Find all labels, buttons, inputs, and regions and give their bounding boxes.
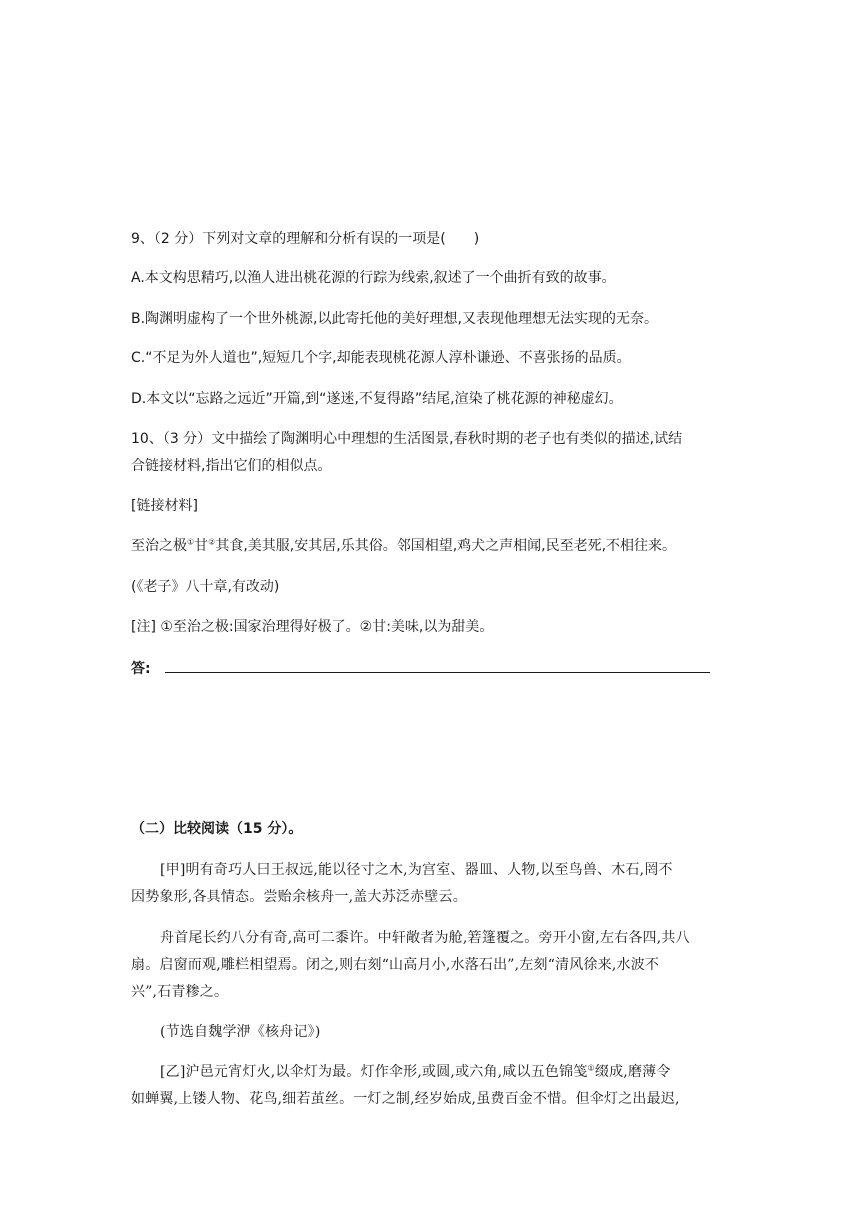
passage-yi-line-1-part-1: [乙]沪邑元宵灯火,以伞灯为最。灯作伞形,或圆,或六角,咸以五色锦笺 [160,1064,588,1080]
question-9-option-b: B.陶渊明虚构了一个世外桃源,以此寄托他的美好理想,又表现他理想无法实现的无奈。 [131,311,658,327]
material-text [131,536,741,556]
answer-line [131,658,741,679]
question-9-option-a: A.本文构思精巧,以渔人进出桃花源的行踪为线索,叙述了一个曲折有致的故事。 [131,270,616,286]
question-9-stem: 9、（2 分）下列对文章的理解和分析有误的一项是( ) [131,231,480,247]
material-text-part-3: 其食,美其服,安其居,乐其俗。邻国相望,鸡犬之声相闻,民至老死,不相往来。 [215,538,677,554]
answer-label: 答: [131,661,151,677]
passage-yi-line-1-part-2: 缀成,磨薄令 [594,1064,671,1080]
passage-jia-para-2-line-1: 舟首尾长约八分有奇,高可二黍许。中轩敞者为舱,箬篷覆之。旁开小窗,左右各四,共八 [160,930,690,946]
passage-yi-line-1 [160,1062,740,1082]
footnote-mark-2: ② [208,537,216,547]
answer-blank-underline[interactable] [165,658,710,673]
material-source: (《老子》八十章,有改动) [131,579,280,595]
question-9-option-d: D.本文以“忘路之远近”开篇,到“遂迷,不复得路”结尾,渲染了桃花源的神秘虚幻。 [131,391,623,407]
question-10-stem-line-2: 合链接材料,指出它们的相似点。 [131,458,332,474]
passage-jia-para-2-line-2: 扇。启窗而观,雕栏相望焉。闭之,则右刻“山高月小,水落石出”,左刻“清风徐来,水波不 [131,957,660,973]
passage-yi-line-2: 如蝉翼,上镂人物、花鸟,细若茧丝。一灯之制,经岁始成,虽费百金不惜。但伞灯之出最迟, [131,1091,680,1107]
passage-jia-line-2: 因势象形,各具情态。尝贻余核舟一,盖大苏泛赤壁云。 [131,889,467,905]
footnote-mark-1: ① [187,537,195,547]
material-text-part-2: 甘 [194,538,209,554]
passage-jia-source: (节选自魏学洢《核舟记》) [160,1024,321,1040]
material-heading: [链接材料] [131,498,198,514]
passage-jia-para-2-line-3: 兴”,石青糁之。 [131,984,229,1000]
material-note: [注] ①至治之极:国家治理得好极了。②甘:美味,以为甜美。 [131,619,494,635]
passage-jia-line-1: [甲]明有奇巧人曰王叔远,能以径寸之木,为宫室、器皿、人物,以至鸟兽、木石,罔不 [160,862,673,878]
question-9-option-c: C.“不足为外人道也”,短短几个字,却能表现桃花源人淳朴谦逊、不喜张扬的品质。 [131,350,631,366]
footnote-mark-yi: ① [587,1063,595,1073]
question-10-stem-line-1: 10、（3 分）文中描绘了陶渊明心中理想的生活图景,春秋时期的老子也有类似的描述,试结 [131,431,683,447]
material-text-part-1: 至治之极 [131,538,187,554]
section-2-title: （二）比较阅读（15 分）。 [131,821,303,837]
